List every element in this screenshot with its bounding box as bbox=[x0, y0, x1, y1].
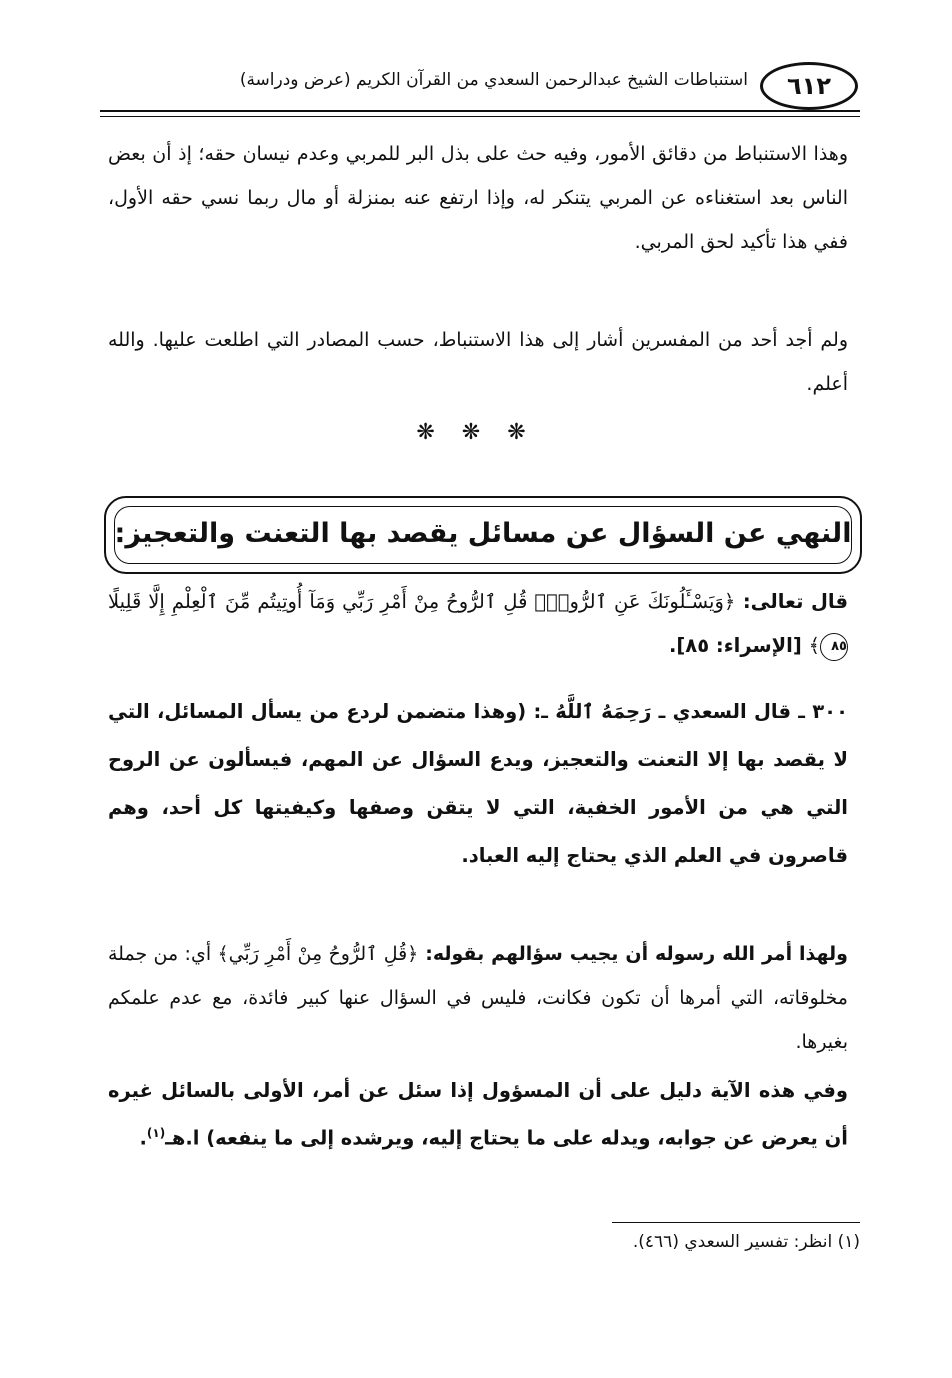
verse-answer-lead: ولهذا أمر الله رسوله أن يجيب سؤالهم بقوله: bbox=[418, 943, 848, 965]
ayah-number-marker: ٨٥ bbox=[820, 633, 848, 661]
conclusion-paragraph bbox=[108, 1070, 848, 1160]
conclusion-end: . bbox=[139, 1126, 147, 1150]
header-rule bbox=[100, 110, 860, 112]
commentary-number: ٣٠٠ ـ قال السعدي ـ رَحِمَهُ ٱللَّهُ ـ: bbox=[526, 700, 848, 723]
verse-answer-paragraph bbox=[108, 932, 848, 1064]
verse-reference: [الإسراء: ٨٥]. bbox=[668, 634, 809, 657]
footnote: (١) انظر: تفسير السعدي (٤٦٦). bbox=[632, 1232, 860, 1252]
verse-answer-rest: أي: من جملة مخلوقاته، التي أمرها أن تكون فكانت، فليس في السؤال عنها كبير فائدة، مع عدم علمكم بغيرها. bbox=[108, 943, 848, 1053]
verse-intro: قال تعالى: bbox=[735, 590, 848, 613]
section-heading-box bbox=[104, 496, 862, 574]
footnote-marker: (١) bbox=[146, 1126, 166, 1140]
header-rule-thin bbox=[100, 116, 860, 117]
quran-verse: ﴿وَيَسْـَٔلُونَكَ عَنِ ٱلرُّوحِۖ قُلِ ٱلرُّوحُ مِنْ أَمْرِ رَبِّي وَمَآ أُوتِيتُم مِّنَ ٱلْعِلْمِ إِلَّا قَلِيلًا bbox=[108, 590, 736, 613]
verse-answer-quote: ﴿قُلِ ٱلرُّوحُ مِنْ أَمْرِ رَبِّي﴾ bbox=[217, 943, 419, 965]
conclusion-text: وفي هذه الآية دليل على أن المسؤول إذا سئل عن أمر، الأولى بالسائل غيره أن يعرض عن جوابه، ويدله على ما يحتاج إليه، ويرشده إلى ما ينفعه) ا.هـ bbox=[108, 1079, 848, 1150]
commentary-paragraph bbox=[108, 688, 848, 880]
verse-close-bracket: ﴾ bbox=[808, 634, 820, 657]
running-title: استنباطات الشيخ عبدالرحمن السعدي من القرآن الكريم (عرض ودراسة) bbox=[239, 70, 748, 90]
footnote-rule bbox=[612, 1222, 860, 1223]
verse-paragraph bbox=[108, 580, 848, 668]
paragraph-top-2: ولم أجد أحد من المفسرين أشار إلى هذا الاستنباط، حسب المصادر التي اطلعت عليها. والله أعلم. bbox=[108, 329, 848, 395]
page-number: ٦١٢ bbox=[760, 62, 858, 110]
separator-stars: ❋ ❋ ❋ bbox=[416, 420, 536, 445]
page-header bbox=[100, 60, 860, 116]
commentary-text: (وهذا متضمن لردع من يسأل المسائل، التي لا يقصد بها إلا التعنت والتعجيز، ويدع السؤال عن المهم، فيسألون عن الروح التي هي من الأمور الخفية، التي لا يتقن وصفها وكيفيتها كل أحد، وهم قاصرون في العلم الذي يحتاج إليه العباد. bbox=[108, 700, 848, 867]
paragraph-top-1: وهذا الاستنباط من دقائق الأمور، وفيه حث على بذل البر للمربي وعدم نيسان حقه؛ إذ أن بعض الناس بعد استغناءه عن المربي يتنكر له، وإذا ارتفع عنه بمنزلة أو مال ربما نسي حقه الأول، ففي هذا تأكيد لحق المربي. bbox=[108, 143, 848, 253]
section-title: النهي عن السؤال عن مسائل يقصد بها التعنت والتعجيز: bbox=[114, 518, 852, 549]
